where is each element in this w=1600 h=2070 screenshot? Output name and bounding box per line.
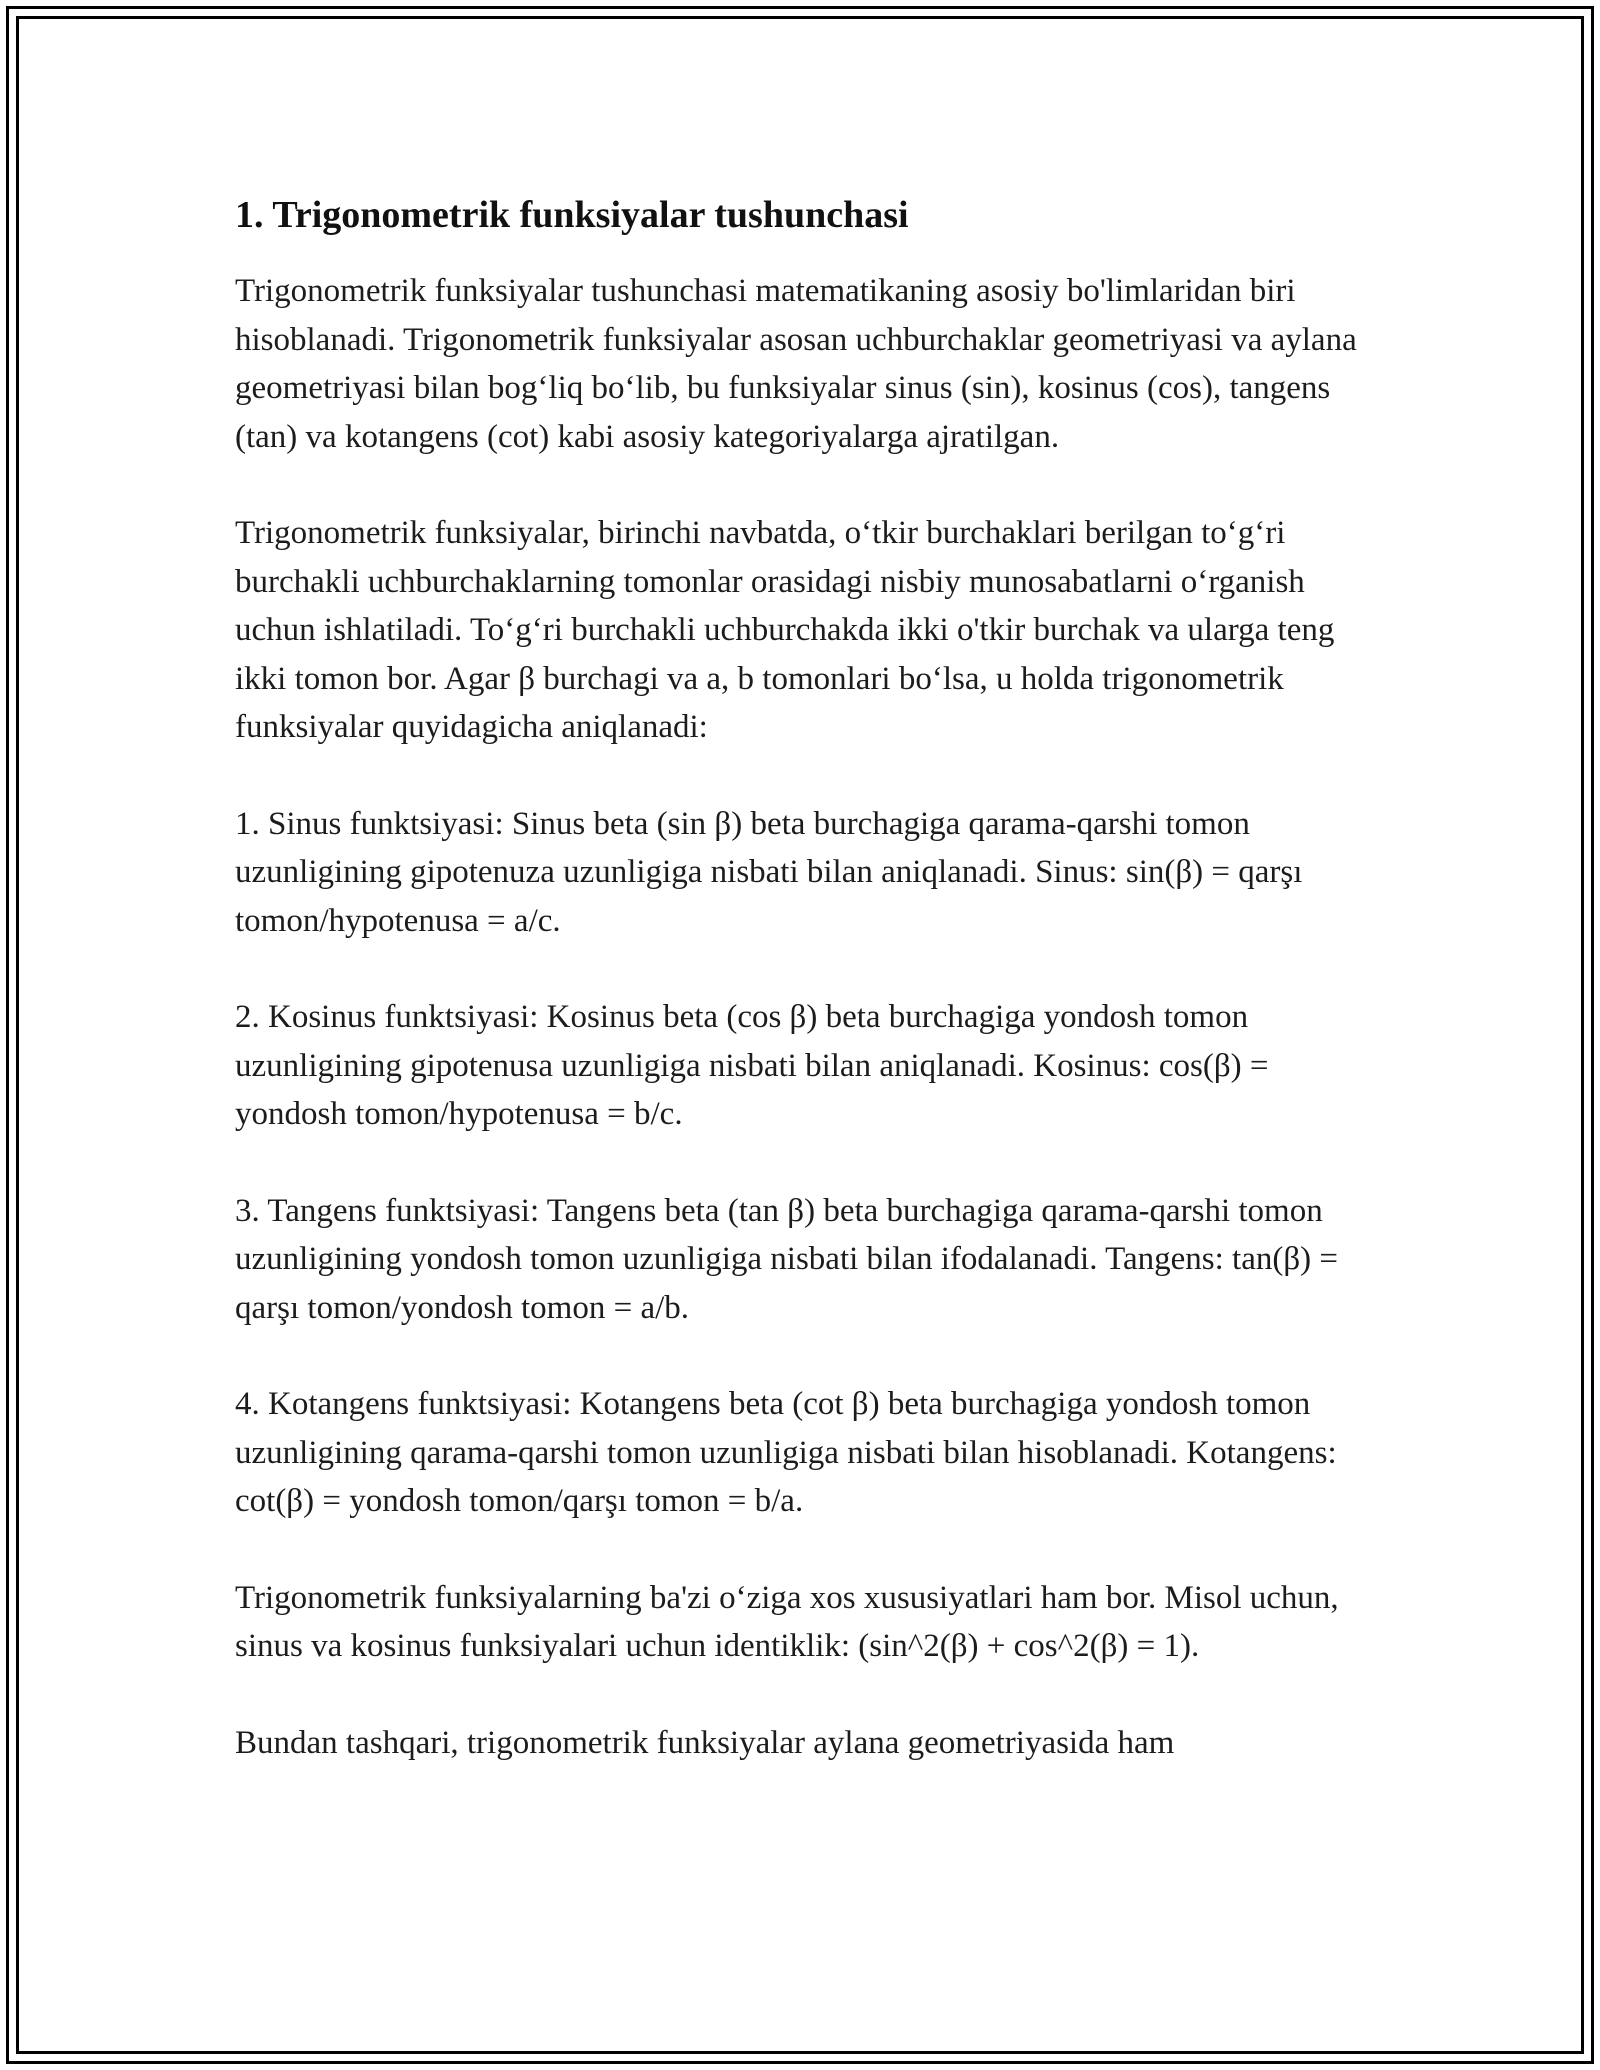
paragraph-sinus: 1. Sinus funktsiyasi: Sinus beta (sin β) beta burchagiga qarama-qarshi tomon uzunligining gipotenuza uzunligiga nisbati bilan aniqlanadi. Sinus: sin(β) = qarşı tomon/hypotenusa = a/c. (235, 805, 1303, 939)
paragraph-tangens: 3. Tangens funktsiyasi: Tangens beta (tan β) beta burchagiga qarama-qarshi tomon uzunligining yondosh tomon uzunligiga nisbati bilan ifodalanadi. Tangens: tan(β) = qarşı tomon/yondosh tomon = a/b. (235, 1192, 1338, 1326)
paragraph-intro: Trigonometrik funksiyalar tushunchasi matematikaning asosiy bo'limlaridan biri hisoblanadi. Trigonometrik funksiyalar asosan uchburchaklar geometriyasi va aylana geometriyasi bilan bog‘liq bo‘lib, bu funksiyalar sinus (sin), kosinus (cos), tangens (tan) va kotangens (cot) kabi asosiy kategoriyalarga ajratilgan. (235, 273, 1357, 455)
paragraph-kosinus: 2. Kosinus funktsiyasi: Kosinus beta (cos β) beta burchagiga yondosh tomon uzunligining gipotenusa uzunligiga nisbati bilan aniqlanadi. Kosinus: cos(β) = yondosh tomon/hypotenusa = b/c. (235, 999, 1269, 1132)
paragraph-identity: Trigonometrik funksiyalarning ba'zi o‘ziga xos xususiyatlari ham bor. Misol uchun, sinus va kosinus funksiyalari uchun identiklik: (sin^2(β) + cos^2(β) = 1). (235, 1579, 1339, 1664)
paragraph-kotangens: 4. Kotangens funktsiyasi: Kotangens beta (cot β) beta burchagiga yondosh tomon uzunligining qarama-qarshi tomon uzunligiga nisbati bilan hisoblanadi. Kotangens: cot(β) = yondosh tomon/qarşı tomon = b/a. (235, 1386, 1337, 1519)
section-heading: 1. Trigonometrik funksiyalar tushunchasi (235, 194, 909, 236)
paragraph-definition: Trigonometrik funksiyalar, birinchi navbatda, o‘tkir burchaklari berilgan to‘g‘ri burchakli uchburchaklarning tomonlar orasidagi nisbiy munosabatlarni o‘rganish uchun ishlatiladi. To‘g‘ri burchakli uchburchakda ikki o'tkir burchak va ularga teng ikki tomon bor. Agar β burchagi va a, b tomonlari bo‘lsa, u holda trigonometrik funksiyalar quyidagicha aniqlanadi: (235, 515, 1335, 745)
paragraph-continuation: Bundan tashqari, trigonometrik funksiyalar aylana geometriyasida ham (235, 1724, 1175, 1761)
document-body (235, 185, 1370, 1815)
